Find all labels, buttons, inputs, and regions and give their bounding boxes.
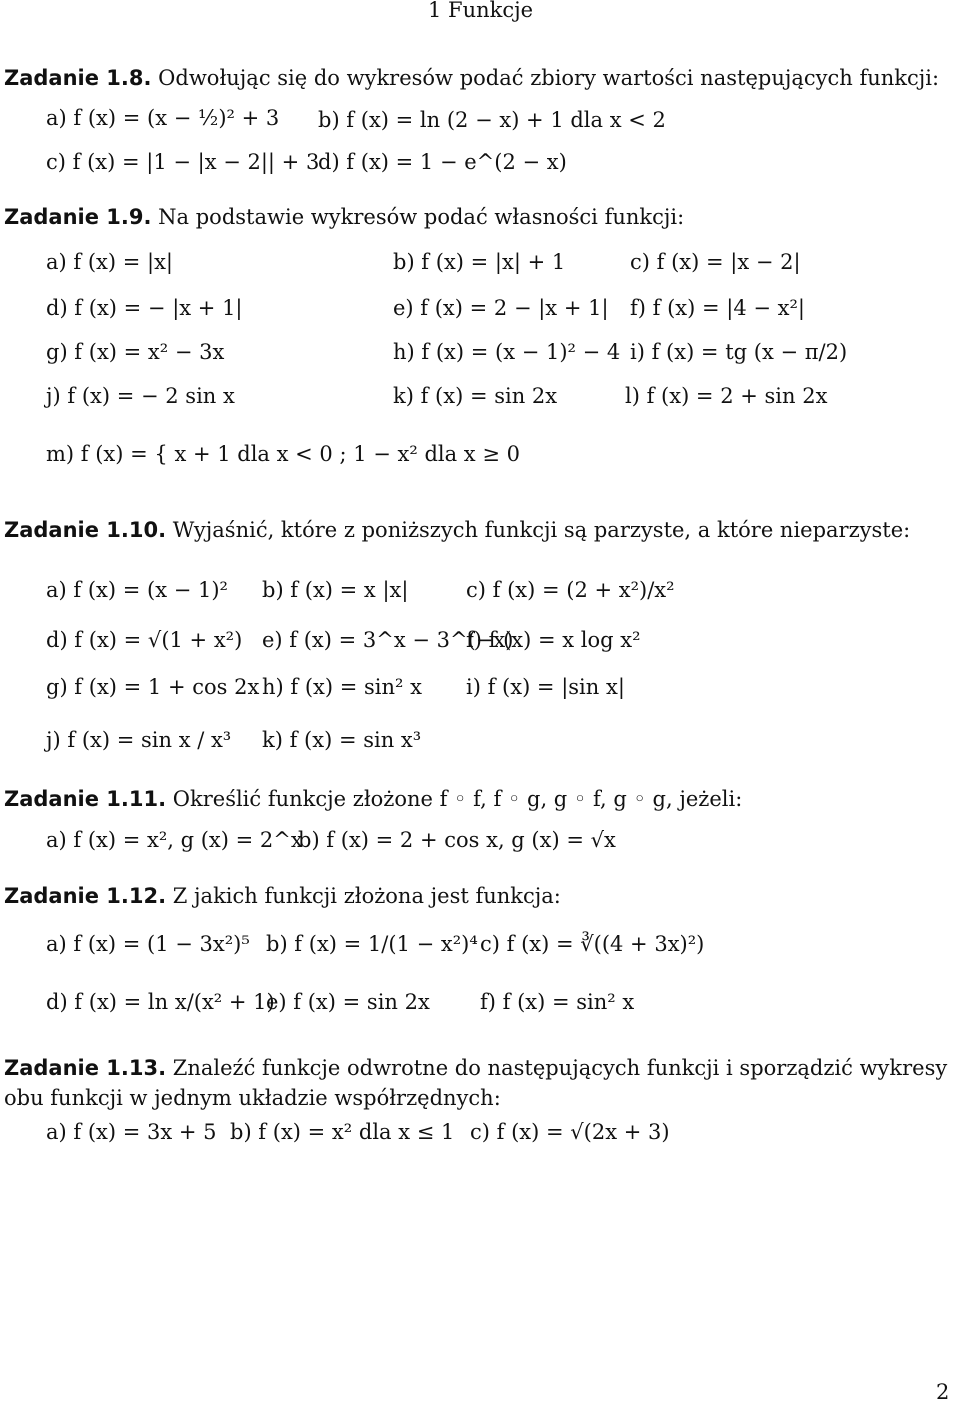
- item-1-9-b: b) f (x) = |x| + 1: [393, 250, 566, 274]
- item-1-9-a: a) f (x) = |x|: [46, 250, 174, 274]
- item-1-9-h: h) f (x) = (x − 1)² − 4: [393, 340, 621, 364]
- item-1-10-k: k) f (x) = sin x³: [262, 728, 422, 752]
- item-1-12-d: d) f (x) = ln x/(x² + 1): [46, 990, 275, 1014]
- item-1-9-m: m) f (x) = { x + 1 dla x < 0 ; 1 − x² dla x ≥ 0: [46, 442, 520, 466]
- task-1-13-heading: [4, 1053, 954, 1114]
- item-1-12-c: c) f (x) = ∛((4 + 3x)²): [480, 932, 705, 956]
- item-1-10-i: i) f (x) = |sin x|: [466, 675, 625, 699]
- item-1-9-d: d) f (x) = − |x + 1|: [46, 296, 243, 320]
- item-1-9-e: e) f (x) = 2 − |x + 1|: [393, 296, 609, 320]
- task-text: Wyjaśnić, które z poniższych funkcji są parzyste, a które nieparzyste:: [172, 518, 911, 542]
- page-number: 2: [936, 1380, 950, 1404]
- item-1-10-b: b) f (x) = x |x|: [262, 578, 409, 602]
- item-1-10-j: j) f (x) = sin x / x³: [46, 728, 232, 752]
- item-1-9-k: k) f (x) = sin 2x: [393, 384, 558, 408]
- task-text: Na podstawie wykresów podać własności funkcji:: [158, 205, 685, 229]
- task-title: Zadanie 1.9.: [4, 205, 152, 229]
- task-1-10-heading: [4, 518, 924, 542]
- task-title: Zadanie 1.11.: [4, 787, 167, 811]
- item-1-12-e: e) f (x) = sin 2x: [266, 990, 430, 1014]
- running-header: 1 Funkcje: [428, 0, 534, 22]
- task-title: Zadanie 1.10.: [4, 518, 167, 542]
- item-1-9-l: l) f (x) = 2 + sin 2x: [625, 384, 828, 408]
- task-1-8-heading: [4, 66, 940, 90]
- item-1-10-a: a) f (x) = (x − 1)²: [46, 578, 228, 602]
- item-1-12-b: b) f (x) = 1/(1 − x²)⁴: [266, 932, 478, 956]
- task-text: Z jakich funkcji złożona jest funkcja:: [172, 884, 561, 908]
- item-1-9-c: c) f (x) = |x − 2|: [630, 250, 801, 274]
- item-1-12-f: f) f (x) = sin² x: [480, 990, 635, 1014]
- item-1-10-g: g) f (x) = 1 + cos 2x: [46, 675, 260, 699]
- item-1-8-b: b) f (x) = ln (2 − x) + 1 dla x < 2: [318, 108, 666, 132]
- item-1-10-d: d) f (x) = √(1 + x²): [46, 628, 243, 652]
- item-1-8-c: c) f (x) = |1 − |x − 2|| + 3: [46, 150, 320, 174]
- task-1-9-heading: [4, 205, 924, 229]
- item-1-13-a: a) f (x) = 3x + 5: [46, 1120, 217, 1144]
- item-1-11-a: a) f (x) = x², g (x) = 2^x: [46, 828, 303, 852]
- item-1-10-h: h) f (x) = sin² x: [262, 675, 422, 699]
- item-1-10-c: c) f (x) = (2 + x²)/x²: [466, 578, 675, 602]
- task-text: Określić funkcje złożone f ◦ f, f ◦ g, g ◦ f, g ◦ g, jeżeli:: [172, 787, 743, 811]
- task-title: Zadanie 1.8.: [4, 66, 152, 90]
- task-title: Zadanie 1.13.: [4, 1056, 167, 1080]
- item-1-9-g: g) f (x) = x² − 3x: [46, 340, 225, 364]
- item-1-13-c: c) f (x) = √(2x + 3): [470, 1120, 670, 1144]
- task-title: Zadanie 1.12.: [4, 884, 167, 908]
- task-text: Znaleźć funkcje odwrotne do następujących funkcji i sporządzić wykresy obu funkcji w jednym układzie współrzędnych:: [4, 1056, 948, 1111]
- item-1-8-d: d) f (x) = 1 − e^(2 − x): [318, 150, 567, 174]
- item-1-8-a: a) f (x) = (x − ½)² + 3: [46, 106, 280, 130]
- item-1-9-f: f) f (x) = |4 − x²|: [630, 296, 805, 320]
- item-1-11-b: b) f (x) = 2 + cos x, g (x) = √x: [298, 828, 616, 852]
- item-1-9-j: j) f (x) = − 2 sin x: [46, 384, 235, 408]
- item-1-10-e: e) f (x) = 3^x − 3^(−x): [262, 628, 514, 652]
- task-1-11-heading: [4, 787, 924, 811]
- task-1-12-heading: [4, 884, 924, 908]
- item-1-9-i: i) f (x) = tg (x − π/2): [630, 340, 848, 364]
- item-1-12-a: a) f (x) = (1 − 3x²)⁵: [46, 932, 250, 956]
- item-1-10-f: f) f (x) = x log x²: [466, 628, 641, 652]
- item-1-13-b: b) f (x) = x² dla x ≤ 1: [230, 1120, 455, 1144]
- task-text: Odwołując się do wykresów podać zbiory wartości następujących funkcji:: [158, 66, 940, 90]
